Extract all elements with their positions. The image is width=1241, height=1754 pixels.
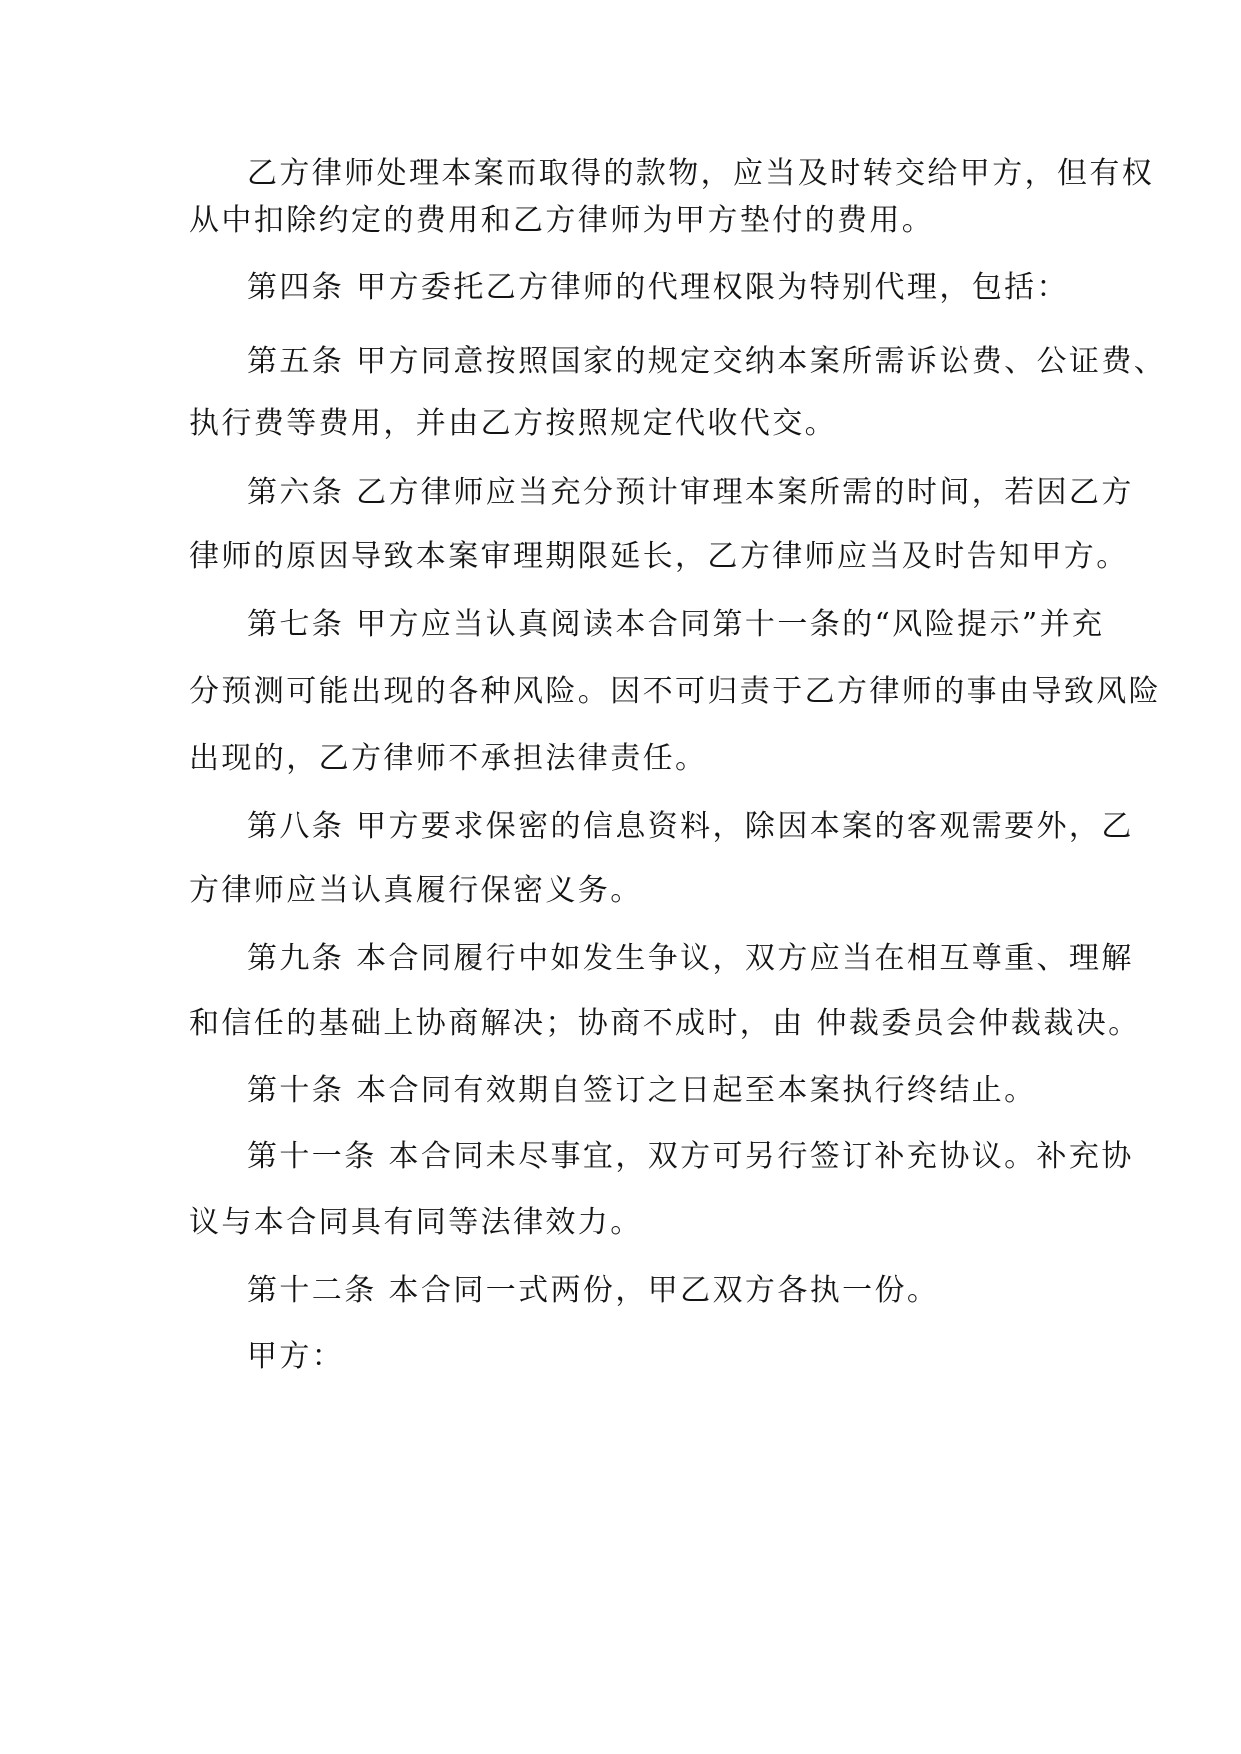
text-line: 从中扣除约定的费用和乙方律师为甲方垫付的费用。 xyxy=(189,203,935,238)
text-line: 方律师应当认真履行保密义务。 xyxy=(189,873,643,908)
text-line: 出现的，乙方律师不承担法律责任。 xyxy=(189,741,708,776)
text-line: 律师的原因导致本案审理期限延长，乙方律师应当及时告知甲方。 xyxy=(189,539,1129,574)
clause-8: 第八条 甲方要求保密的信息资料，除因本案的客观需要外，乙 xyxy=(247,809,1134,844)
text-line: 和信任的基础上协商解决；协商不成时，由 仲裁委员会仲裁裁决。 xyxy=(189,1006,1141,1041)
clause-7: 第七条 甲方应当认真阅读本合同第十一条的“风险提示”并充 xyxy=(247,607,1105,642)
clause-9: 第九条 本合同履行中如发生争议，双方应当在相互尊重、理解 xyxy=(247,941,1134,976)
clause-4: 第四条 甲方委托乙方律师的代理权限为特别代理，包括： xyxy=(247,270,1069,305)
clause-6: 第六条 乙方律师应当充分预计审理本案所需的时间，若因乙方 xyxy=(247,475,1134,510)
party-a-signature-label: 甲方： xyxy=(247,1339,345,1374)
text-line: 分预测可能出现的各种风险。因不可归责于乙方律师的事由导致风险 xyxy=(189,674,1161,709)
clause-5: 第五条 甲方同意按照国家的规定交纳本案所需诉讼费、公证费、 xyxy=(247,344,1167,379)
clause-12: 第十二条 本合同一式两份，甲乙双方各执一份。 xyxy=(247,1273,940,1308)
text-line: 乙方律师处理本案而取得的款物，应当及时转交给甲方，但有权 xyxy=(247,156,1155,191)
clause-11: 第十一条 本合同未尽事宜，双方可另行签订补充协议。补充协 xyxy=(247,1139,1134,1174)
text-line: 议与本合同具有同等法律效力。 xyxy=(189,1205,643,1240)
clause-10: 第十条 本合同有效期自签订之日起至本案执行终结止。 xyxy=(247,1073,1037,1108)
text-line: 执行费等费用，并由乙方按照规定代收代交。 xyxy=(189,406,837,441)
